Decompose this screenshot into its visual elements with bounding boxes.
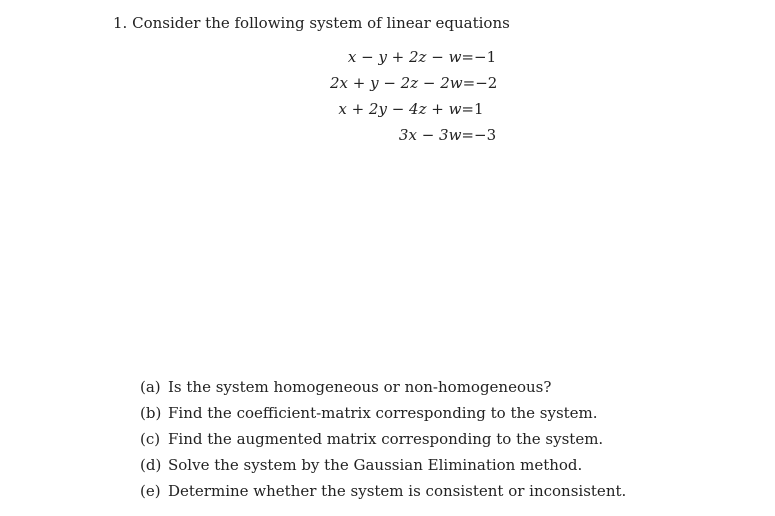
question-label: (d) — [140, 456, 162, 474]
problem-number: 1. — [113, 14, 128, 32]
question-text: Find the coefficient-matrix corresponding to the system. — [168, 404, 598, 422]
question-label: (b) — [140, 404, 162, 422]
equals-sign: = — [461, 126, 474, 144]
problem-prompt: Consider the following system of linear equations — [132, 14, 510, 32]
question-label: (a) — [140, 378, 161, 396]
question-text: Solve the system by the Gaussian Elimination method. — [168, 456, 583, 474]
equation-row — [330, 44, 510, 70]
equals-sign: = — [461, 48, 474, 66]
question-list — [140, 374, 626, 504]
equation-rhs: 1 — [474, 100, 484, 118]
equation-row — [330, 96, 510, 122]
question-item — [140, 374, 626, 400]
equation-lhs: 2x + y − 2z − 2w — [330, 74, 463, 92]
problem-title — [113, 14, 510, 32]
question-item — [140, 400, 626, 426]
question-text: Find the augmented matrix corresponding to the system. — [168, 430, 604, 448]
equation-row — [330, 70, 510, 96]
question-item — [140, 426, 626, 452]
equals-sign: = — [461, 100, 474, 118]
equation-row — [330, 122, 510, 148]
question-text: Is the system homogeneous or non-homogeneous? — [168, 378, 552, 396]
equation-lhs: x − y + 2z − w — [347, 48, 462, 66]
equation-rhs: −2 — [475, 74, 498, 92]
question-item — [140, 478, 626, 504]
equals-sign: = — [462, 74, 476, 92]
equation-lhs: 3x − 3w — [398, 126, 462, 144]
question-text: Determine whether the system is consistent or inconsistent. — [168, 482, 627, 500]
question-label: (c) — [140, 430, 161, 448]
question-item — [140, 452, 626, 478]
equation-rhs: −1 — [474, 48, 497, 66]
equation-lhs: x + 2y − 4z + w — [338, 100, 462, 118]
question-label: (e) — [140, 482, 161, 500]
equation-system — [330, 44, 510, 148]
equation-rhs: −3 — [474, 126, 497, 144]
